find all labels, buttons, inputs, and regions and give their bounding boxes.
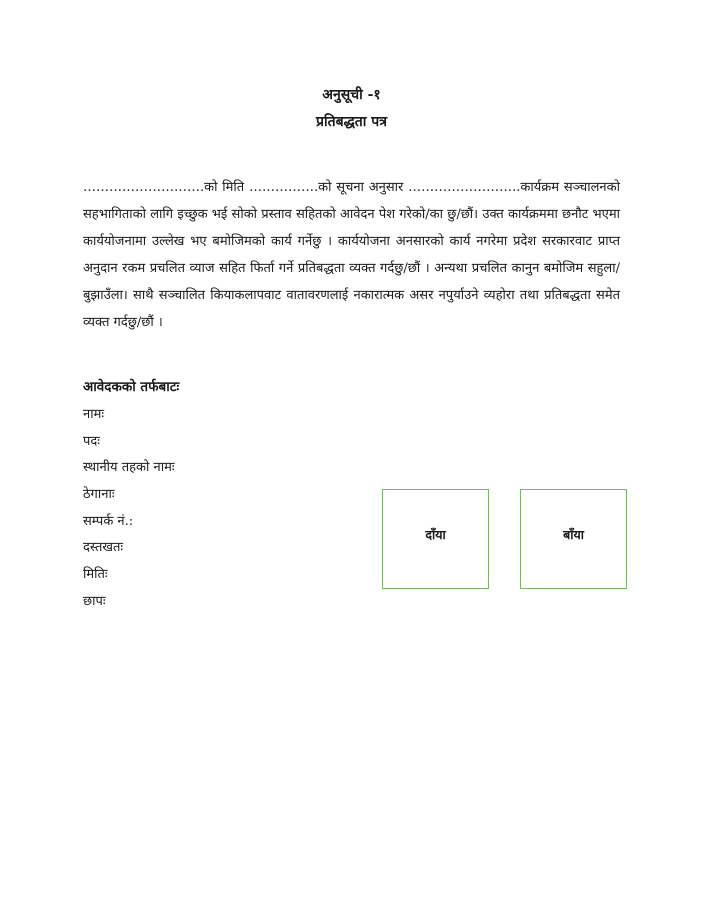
field-stamp: छापः	[83, 593, 106, 609]
schedule-title: अनुसूची -१	[322, 87, 381, 103]
applicant-field-list	[83, 406, 175, 620]
field-local-level-name: स्थानीय तहको नामः	[83, 460, 175, 476]
left-thumbprint-box	[520, 489, 627, 589]
left-thumbprint-label: बाँया	[563, 526, 584, 542]
right-thumbprint-box	[382, 489, 489, 589]
field-designation: पदः	[83, 433, 100, 449]
commitment-paragraph: ……………………….को मिति …………….को सूचना अनुसार ……………………..कार्यक्रम सञ्चालनको सहभागिताको लागि इच्छुक भई सोको प्रस्ताव सहितको आवेदन पेश गरेको/का छु/छौं। उक्त कार्यक्रममा छनौट भएमा कार्ययोजनामा उल्लेख भए बमोजिमको कार्य गर्नेछु । कार्ययोजना अनसारको कार्य नगरेमा प्रदेश सरकारवाट प्राप्त अनुदान रकम प्रचलित व्याज सहित फिर्ता गर्ने प्रतिबद्धता व्यक्त गर्दछु/छौं । अन्यथा प्रचलित कानुन बमोजिम सहुला/बुझाउँला। साथै सञ्चालित कियाकलापवाट वातावरणलाई नकारात्मक असर नपुर्याउने व्यहोरा तथा प्रतिबद्धता समेत व्यक्त गर्दछु/छौं ।	[83, 180, 620, 330]
field-name: नामः	[83, 407, 104, 422]
right-thumbprint-label: दाँया	[425, 526, 446, 542]
field-address: ठेगानाः	[83, 487, 115, 503]
field-signature: दस्तखतः	[83, 540, 124, 556]
field-contact-number: सम्पर्क नं.:	[83, 513, 134, 529]
applicant-heading: आवेदकको तर्फबाटः	[83, 379, 180, 395]
document-title: प्रतिबद्धता पत्र	[316, 114, 387, 130]
field-date: मितिः	[83, 567, 108, 583]
